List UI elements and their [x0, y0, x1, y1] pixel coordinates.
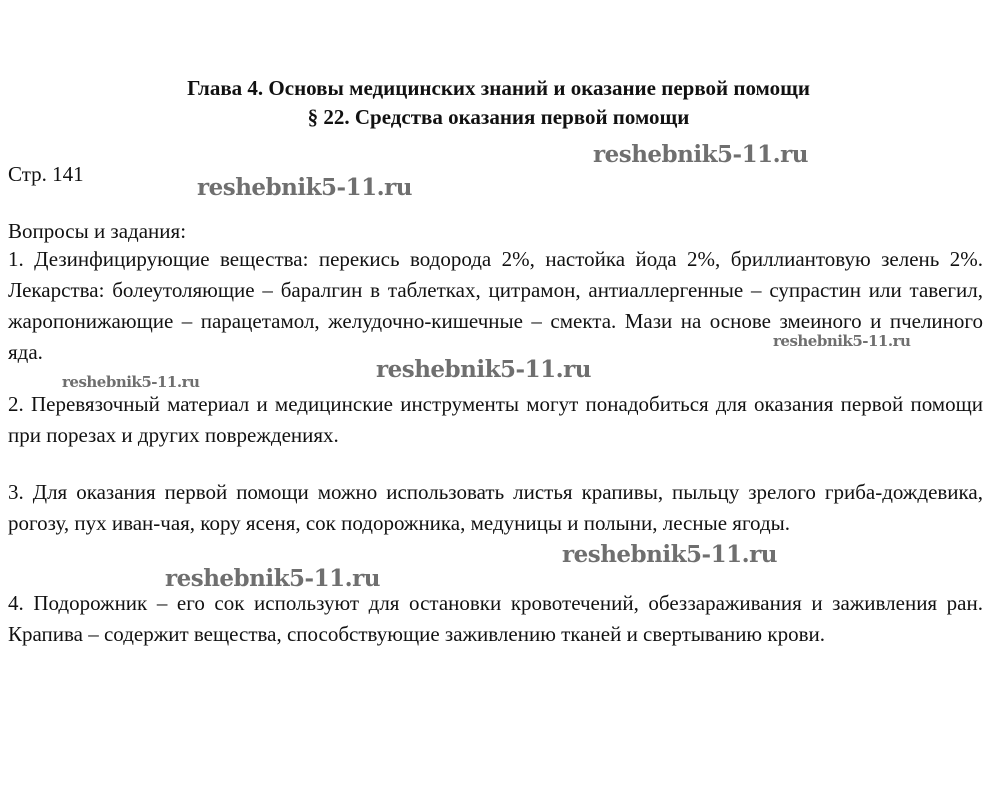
watermark: reshebnik5-11.ru	[197, 174, 412, 201]
watermark: reshebnik5-11.ru	[773, 332, 911, 350]
answer-2: 2. Перевязочный материал и медицинские инструменты могут понадобиться для оказания первой помощи при порезах и других повреждениях.	[8, 392, 983, 447]
watermark: reshebnik5-11.ru	[593, 141, 808, 168]
watermark: reshebnik5-11.ru	[562, 541, 777, 568]
answer-3: 3. Для оказания первой помощи можно использовать листья крапивы, пыльцу зрелого гриба-дождевика, рогозу, пух иван-чая, кору ясеня, сок подорожника, медуницы и полыни, лесные ягоды.	[8, 480, 983, 535]
answer-4: 4. Подорожник – его сок используют для остановки кровотечений, обеззараживания и заживления ран. Крапива – содержит вещества, способствующие заживлению тканей и свертыванию крови.	[8, 591, 983, 646]
section-title: § 22. Средства оказания первой помощи	[307, 105, 690, 129]
watermark: reshebnik5-11.ru	[376, 356, 591, 383]
answer-1: 1. Дезинфицирующие вещества: перекись водорода 2%, настойка йода 2%, бриллиантовую зелень 2%. Лекарства: болеутоляющие – баралгин в таблетках, цитрамон, антиаллергенные – супрастин или тавегил, жаропонижающие – парацетамол, желудочно-кишечные – смекта. Мази на основе змеиного и пчелиного яда.	[8, 247, 983, 364]
watermark: reshebnik5-11.ru	[165, 565, 380, 592]
chapter-title: Глава 4. Основы медицинских знаний и оказание первой помощи	[187, 76, 810, 100]
page-label: Стр. 141	[8, 162, 84, 186]
questions-heading: Вопросы и задания:	[8, 219, 187, 243]
watermark: reshebnik5-11.ru	[62, 373, 200, 391]
